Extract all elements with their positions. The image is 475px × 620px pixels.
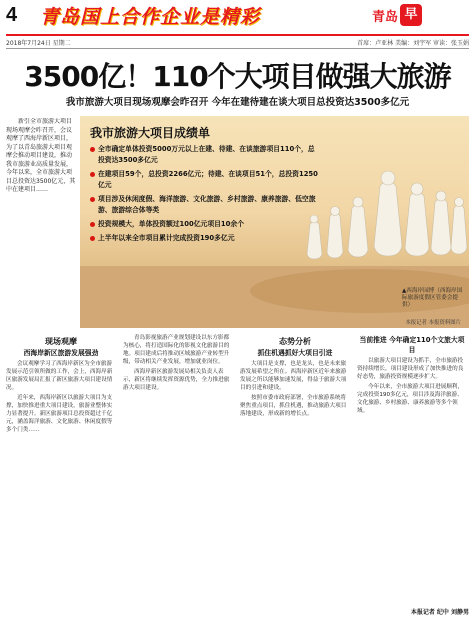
section-subheading: 当前推进 今年确定110个文旅大项目 xyxy=(359,336,465,354)
article-column-2 xyxy=(123,334,233,604)
main-headline: 3500亿！110个大项目做强大旅游 xyxy=(24,60,451,93)
paragraph: 西海岸新区旅游发展局相关负责人表示，新区将继续发挥资源优势，全力推进旅游大项目建设。 xyxy=(123,369,230,391)
stat-bullet: 项目涉及休闲度假、海洋旅游、文化旅游、乡村旅游、康养旅游、低空旅游、旅游综合体等类 xyxy=(90,194,320,216)
logo-text-left: 青岛 xyxy=(372,9,399,25)
byline: 本报记者 纪中 刘静男 xyxy=(410,609,469,616)
stat-bullet: 全市确定单体投资5000万元以上在建、待建、在谈旅游项目110个，总投资达3500多亿元 xyxy=(90,144,320,166)
issue-date: 2018年7月24日 星期二 xyxy=(6,40,71,47)
page-number: 4 xyxy=(6,4,18,26)
panel-title: 我市旅游大项目成绩单 xyxy=(90,126,211,140)
paragraph: 青岛影视旅游产业规划建设以东方影都为核心，将打造国际化的影视文化旅游目的地。项目建成后将推动区域旅游产业转型升级，带动相关产业发展，增加就业岗位。 xyxy=(123,335,230,365)
newspaper-logo xyxy=(372,4,470,44)
intro-column: 新引全市旅游大项目现场观摩会昨召开，会议观摩了西海岸新区项目，为了以青岛旅游大项目观摩会推动项目建设，推动我市旅游业高质量发展，今年以来，全市旅游大项目总投资达3500亿元，其中在建项目…… xyxy=(6,118,76,193)
stat-bullet: 投资规模大，单体投资额过100亿元项目10余个 xyxy=(90,219,320,230)
paragraph: 大项目是支撑，也是龙头，也是未来旅游发展希望之所在。西海岸新区近年来旅游发展之所以能够加速发展，得益于旅游大项目的引进和建设。 xyxy=(240,361,347,391)
stats-bullet-list xyxy=(90,144,320,247)
paragraph: 以旅游大项目建设为抓手，全市旅游投资持续增长，项目建设形成了加快推进的良好态势，旅游投资规模逐步扩大。 xyxy=(357,358,464,380)
article-column-1 xyxy=(6,334,116,604)
paragraph: 会议观摩学习了西海岸新区为全市旅游发展示范引领所做的工作，会上，西海岸新区旅游发展局汇报了新区旅游大项目建设情况。 xyxy=(6,361,113,391)
section-heading: 态势分析 xyxy=(279,337,311,346)
paragraph: 按照市委市政府部署，全市旅游系统将聚焦重点项目，抓住机遇，推动旅游大项目落地建设，形成新的增长点。 xyxy=(240,395,347,417)
section-subheading: 西海岸新区旅游发展强劲 xyxy=(23,349,99,357)
infographic-panel xyxy=(80,116,469,328)
photo-caption: ▲西海岸园博（西海岸国际旅游度假区管委会提供） xyxy=(402,288,463,308)
article-columns xyxy=(6,334,469,604)
paragraph: 今年以来，全市旅游大项目进展顺利，完成投资190多亿元，项目涉及海洋旅游、文化旅游、乡村旅游、康养旅游等多个领域。 xyxy=(357,384,464,414)
section-banner: 青岛国上合作企业是精彩 xyxy=(40,6,261,28)
sub-headline: 我市旅游大项目现场观摩会昨召开 今年在建待建在谈大项目总投资达3500多亿元 xyxy=(65,97,410,108)
article-column-3 xyxy=(240,334,350,604)
editors-credit: 首席：卢亚林 美编：刘宇军 审读：张玉娟 xyxy=(357,40,469,47)
stat-bullet: 上半年以来全市项目累计完成投资190多亿元 xyxy=(90,233,320,244)
logo-text-right: 早报 xyxy=(400,4,422,26)
paragraph: 近年来，西海岸新区以旅游大项目为支撑，加快推进重大项目建设，旅游业整体实力显著提升。新区旅游项目总投资超过千亿元，涵盖海洋旅游、文化旅游、休闲度假等多个门类…… xyxy=(6,395,113,433)
article-column-4 xyxy=(357,334,467,604)
photo-credit: 本报记者 本报资料图片 xyxy=(405,320,461,326)
dateline-bar xyxy=(6,34,469,49)
section-subheading: 抓住机遇抓好大项目引进 xyxy=(257,349,333,357)
section-heading: 现场观摩 xyxy=(45,337,77,346)
stat-bullet: 在建项目59个，总投资2266亿元；待建、在谈项目51个，总投资1250亿元 xyxy=(90,169,320,191)
